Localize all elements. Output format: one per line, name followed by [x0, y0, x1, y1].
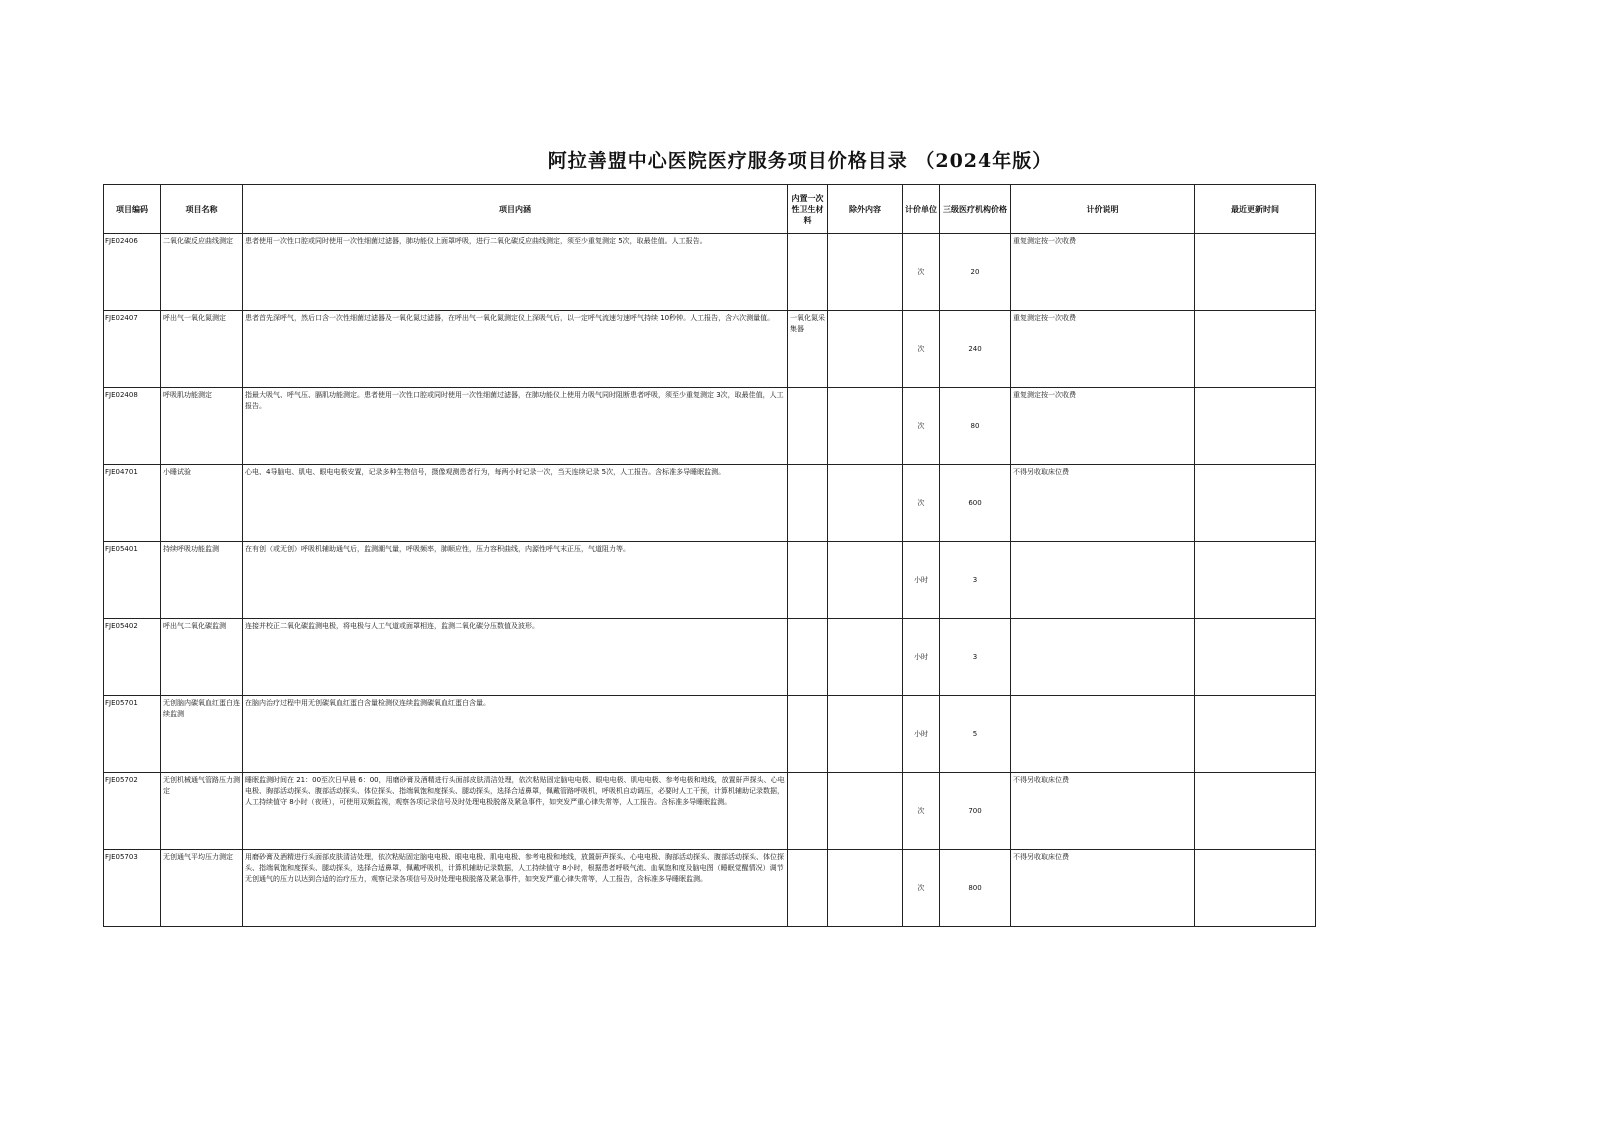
cell-content: 睡眠监测时间在 21：00至次日早晨 6：00，用磨砂膏及酒精进行头面部皮肤清洁处理，依次粘贴固定脑电电极、眼电电极、肌电电极、参考电极和地线，放置鼾声探头、心电电极、胸部活动探头、腹部活动探头、体位探头、指端氧饱和度探头、腿动探头，选择合适鼻罩，佩戴管路呼吸机，呼吸机自动调压，必要时人工干预，计算机辅助记录数据，人工持续值守 8小时（夜班），可使用双频监视，观察各项记录信号及时处理电极脱落及紧急事件，如突发严重心律失常等，人工报告。含标准多导睡眠监测。 — [243, 773, 788, 850]
header-note: 计价说明 — [1011, 185, 1195, 234]
cell-code: FJE05702 — [104, 773, 161, 850]
cell-updated — [1195, 773, 1316, 850]
cell-price: 240 — [940, 311, 1011, 388]
cell-code: FJE05401 — [104, 542, 161, 619]
cell-name: 呼出气二氧化碳监测 — [161, 619, 243, 696]
cell-code: FJE02407 — [104, 311, 161, 388]
page-title: 阿拉善盟中心医院医疗服务项目价格目录 （2024年版） — [547, 150, 1053, 172]
header-row — [104, 185, 1316, 234]
table-row — [104, 619, 1316, 696]
cell-unit: 小时 — [903, 542, 940, 619]
cell-material — [788, 542, 828, 619]
table-row — [104, 311, 1316, 388]
cell-note: 不得另收取床位费 — [1011, 465, 1195, 542]
cell-content: 指最大吸气、呼气压、膈肌功能测定。患者使用一次性口腔或同时使用一次性细菌过滤器，在肺功能仪上使用力吸气同时阻断患者呼吸，须至少重复测定 3次，取最佳值，人工报告。 — [243, 388, 788, 465]
cell-price: 80 — [940, 388, 1011, 465]
cell-note: 重复测定按一次收费 — [1011, 234, 1195, 311]
cell-exclude — [828, 465, 903, 542]
header-code: 项目编码 — [104, 185, 161, 234]
cell-updated — [1195, 542, 1316, 619]
cell-content: 用磨砂膏及酒精进行头面部皮肤清洁处理，依次粘贴固定脑电电极、眼电电极、肌电电极、参考电极和地线，放置鼾声探头、心电电极、胸部活动探头、腹部活动探头、体位探头、指端氧饱和度探头、腿动探头，选择合适鼻罩，佩戴呼吸机，计算机辅助记录数据，人工持续值守 8小时，根据患者呼吸气流、血氧饱和度及脑电图（睡眠觉醒情况）调节无创通气的压力以达到合适的治疗压力，观察记录各项信号及时处理电极脱落及紧急事件，如突发严重心律失常等，人工报告，含标准多导睡眠监测。 — [243, 850, 788, 927]
cell-updated — [1195, 696, 1316, 773]
cell-updated — [1195, 850, 1316, 927]
cell-note: 重复测定按一次收费 — [1011, 311, 1195, 388]
cell-note: 重复测定按一次收费 — [1011, 388, 1195, 465]
cell-unit: 次 — [903, 311, 940, 388]
cell-unit: 次 — [903, 388, 940, 465]
cell-price: 3 — [940, 619, 1011, 696]
cell-note — [1011, 696, 1195, 773]
cell-code: FJE02408 — [104, 388, 161, 465]
header-updated: 最近更新时间 — [1195, 185, 1316, 234]
cell-updated — [1195, 465, 1316, 542]
cell-code: FJE05701 — [104, 696, 161, 773]
cell-name: 呼吸肌功能测定 — [161, 388, 243, 465]
cell-material — [788, 619, 828, 696]
cell-exclude — [828, 388, 903, 465]
cell-updated — [1195, 619, 1316, 696]
cell-exclude — [828, 696, 903, 773]
cell-note: 不得另收取床位费 — [1011, 773, 1195, 850]
header-content: 项目内涵 — [243, 185, 788, 234]
table-row — [104, 234, 1316, 311]
cell-content: 在脑内治疗过程中用无创碳氧血红蛋白含量检测仪连续监测碳氧血红蛋白含量。 — [243, 696, 788, 773]
cell-unit: 次 — [903, 234, 940, 311]
cell-price: 700 — [940, 773, 1011, 850]
cell-price: 5 — [940, 696, 1011, 773]
cell-unit: 次 — [903, 773, 940, 850]
cell-name: 二氧化碳反应曲线测定 — [161, 234, 243, 311]
cell-content: 在有创（或无创）呼吸机辅助通气后，监测潮气量，呼吸频率，肺顺应性，压力容积曲线，内源性呼气末正压，气道阻力等。 — [243, 542, 788, 619]
cell-material — [788, 850, 828, 927]
cell-exclude — [828, 619, 903, 696]
cell-name: 无创通气平均压力测定 — [161, 850, 243, 927]
cell-name: 小睡试验 — [161, 465, 243, 542]
table-row — [104, 388, 1316, 465]
cell-updated — [1195, 311, 1316, 388]
cell-code: FJE05703 — [104, 850, 161, 927]
cell-material — [788, 388, 828, 465]
cell-content: 患者使用一次性口腔或同时使用一次性细菌过滤器，肺功能仪上面罩呼吸，进行二氧化碳反应曲线测定，须至少重复测定 5次，取最佳值。人工报告。 — [243, 234, 788, 311]
cell-exclude — [828, 850, 903, 927]
cell-material — [788, 773, 828, 850]
cell-content: 心电、4导脑电、肌电、眼电电极安置，记录多种生物信号，摄像观测患者行为，每两小时记录一次，当天连续记录 5次，人工报告。含标准多导睡眠监测。 — [243, 465, 788, 542]
cell-code: FJE04701 — [104, 465, 161, 542]
header-unit: 计价单位 — [903, 185, 940, 234]
cell-price: 800 — [940, 850, 1011, 927]
cell-price: 20 — [940, 234, 1011, 311]
cell-material — [788, 234, 828, 311]
cell-material: 一氧化氮采集器 — [788, 311, 828, 388]
cell-name: 无创脑内碳氧血红蛋白连续监测 — [161, 696, 243, 773]
cell-updated — [1195, 234, 1316, 311]
cell-content: 连接并校正二氧化碳监测电极，将电极与人工气道或面罩相连，监测二氧化碳分压数值及波形。 — [243, 619, 788, 696]
header-name: 项目名称 — [161, 185, 243, 234]
cell-exclude — [828, 311, 903, 388]
cell-price: 600 — [940, 465, 1011, 542]
price-table — [103, 184, 1316, 927]
header-price: 三级医疗机构价格 — [940, 185, 1011, 234]
table-row — [104, 465, 1316, 542]
table-row — [104, 850, 1316, 927]
table-row — [104, 542, 1316, 619]
cell-exclude — [828, 773, 903, 850]
cell-name: 呼出气一氧化氮测定 — [161, 311, 243, 388]
cell-unit: 小时 — [903, 619, 940, 696]
cell-unit: 次 — [903, 850, 940, 927]
table-row — [104, 696, 1316, 773]
cell-unit: 小时 — [903, 696, 940, 773]
cell-unit: 次 — [903, 465, 940, 542]
header-material: 内置一次性卫生材料 — [788, 185, 828, 234]
cell-note — [1011, 619, 1195, 696]
cell-code: FJE02406 — [104, 234, 161, 311]
cell-note: 不得另收取床位费 — [1011, 850, 1195, 927]
cell-content: 患者首先深呼气，然后口含一次性细菌过滤器及一氧化氮过滤器，在呼出气一氧化氮测定仪上深吸气后，以一定呼气流速匀速呼气持续 10秒钟。人工报告，含六次测量值。 — [243, 311, 788, 388]
cell-material — [788, 465, 828, 542]
cell-material — [788, 696, 828, 773]
cell-price: 3 — [940, 542, 1011, 619]
cell-note — [1011, 542, 1195, 619]
cell-updated — [1195, 388, 1316, 465]
cell-name: 无创机械通气管路压力测定 — [161, 773, 243, 850]
table-row — [104, 773, 1316, 850]
cell-exclude — [828, 234, 903, 311]
cell-exclude — [828, 542, 903, 619]
cell-code: FJE05402 — [104, 619, 161, 696]
cell-name: 持续呼吸功能监测 — [161, 542, 243, 619]
header-exclude: 除外内容 — [828, 185, 903, 234]
